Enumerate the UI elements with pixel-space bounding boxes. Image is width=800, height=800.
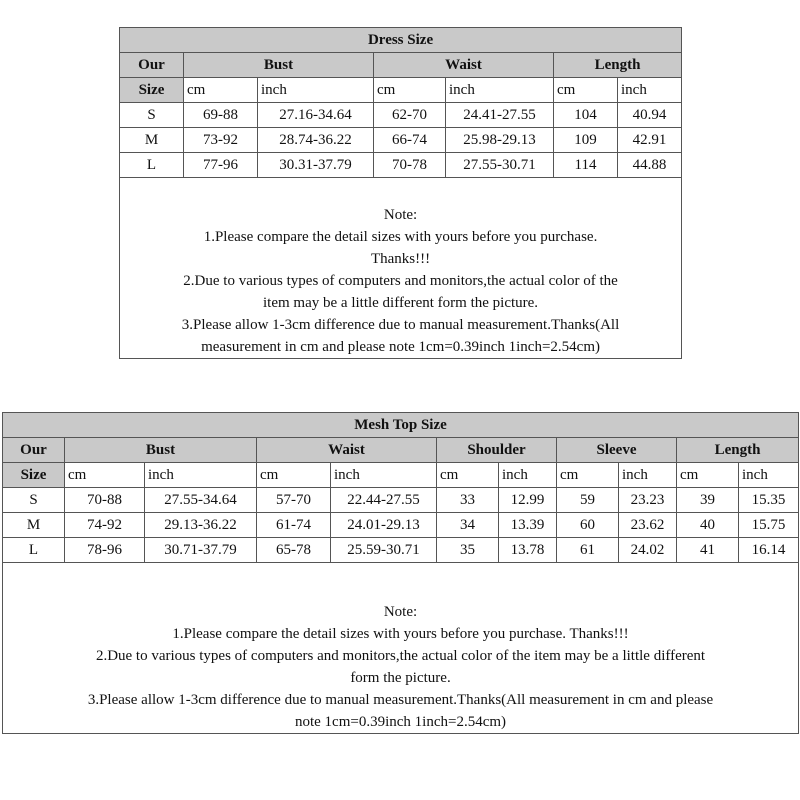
table-row (3, 488, 799, 513)
unit-cell: cm (257, 463, 331, 488)
table-cell: 73-92 (184, 128, 258, 153)
table-cell: 27.55-30.71 (446, 153, 554, 178)
table-cell: 15.75 (739, 513, 799, 538)
our-size-header-2: Size (120, 78, 184, 103)
table-cell: 24.01-29.13 (331, 513, 437, 538)
table-cell: 42.91 (618, 128, 682, 153)
table-cell: 40.94 (618, 103, 682, 128)
note-line: 1.Please compare the detail sizes with yours before you purchase. (203, 229, 598, 245)
note-line: measurement in cm and please note 1cm=0.39inch 1inch=2.54cm) (201, 339, 600, 355)
unit-cell: cm (677, 463, 739, 488)
table-cell: 77-96 (184, 153, 258, 178)
table-cell: 69-88 (184, 103, 258, 128)
note-line: note 1cm=0.39inch 1inch=2.54cm) (294, 714, 507, 730)
note-line: Thanks!!! (370, 251, 431, 267)
unit-cell: cm (65, 463, 145, 488)
table-cell: 12.99 (499, 488, 557, 513)
dress-table-title: Dress Size (120, 28, 682, 53)
length-header: Length (554, 53, 682, 78)
waist-header: Waist (374, 53, 554, 78)
size-label: L (3, 538, 65, 563)
table-cell: 23.62 (619, 513, 677, 538)
table-cell: 109 (554, 128, 618, 153)
table-cell: 104 (554, 103, 618, 128)
our-size-header-2: Size (3, 463, 65, 488)
table-cell: 28.74-36.22 (258, 128, 374, 153)
unit-cell: cm (554, 78, 618, 103)
unit-cell: cm (374, 78, 446, 103)
sleeve-header: Sleeve (557, 438, 677, 463)
table-cell: 62-70 (374, 103, 446, 128)
table-row (120, 103, 682, 128)
table-cell: 78-96 (65, 538, 145, 563)
table-cell: 41 (677, 538, 739, 563)
length-header: Length (677, 438, 799, 463)
table-cell: 35 (437, 538, 499, 563)
note-line: 2.Due to various types of computers and monitors,the actual color of the (183, 273, 618, 289)
note-line: 3.Please allow 1-3cm difference due to manual measurement.Thanks(All measurement in cm and please (87, 692, 714, 708)
table-cell: 65-78 (257, 538, 331, 563)
dress-size-table (119, 27, 682, 359)
table-cell: 23.23 (619, 488, 677, 513)
table-cell: 27.16-34.64 (258, 103, 374, 128)
table-cell: 70-88 (65, 488, 145, 513)
shoulder-header: Shoulder (437, 438, 557, 463)
table-row (3, 538, 799, 563)
table-cell: 70-78 (374, 153, 446, 178)
our-size-header: Our (3, 438, 65, 463)
note-line: 2.Due to various types of computers and monitors,the actual color of the item may be a little different (95, 648, 706, 664)
table-cell: 44.88 (618, 153, 682, 178)
size-label: M (3, 513, 65, 538)
table-cell: 61-74 (257, 513, 331, 538)
note-heading: Note: (383, 207, 418, 223)
unit-cell: inch (446, 78, 554, 103)
note-line: 1.Please compare the detail sizes with yours before you purchase. Thanks!!! (172, 626, 629, 642)
table-cell: 13.39 (499, 513, 557, 538)
unit-cell: inch (618, 78, 682, 103)
table-cell: 33 (437, 488, 499, 513)
unit-cell: cm (557, 463, 619, 488)
table-cell: 74-92 (65, 513, 145, 538)
mesh-table-title: Mesh Top Size (3, 413, 799, 438)
table-cell: 22.44-27.55 (331, 488, 437, 513)
mesh-top-size-table (2, 412, 799, 734)
table-cell: 40 (677, 513, 739, 538)
unit-cell: cm (184, 78, 258, 103)
size-label: S (3, 488, 65, 513)
table-cell: 24.02 (619, 538, 677, 563)
waist-header: Waist (257, 438, 437, 463)
mesh-note-box (3, 563, 799, 734)
bust-header: Bust (65, 438, 257, 463)
size-label: L (120, 153, 184, 178)
table-row (120, 128, 682, 153)
note-heading: Note: (383, 604, 418, 620)
table-row (120, 153, 682, 178)
unit-cell: inch (145, 463, 257, 488)
table-cell: 13.78 (499, 538, 557, 563)
unit-cell: inch (619, 463, 677, 488)
table-row (3, 513, 799, 538)
table-cell: 39 (677, 488, 739, 513)
unit-cell: inch (739, 463, 799, 488)
table-cell: 34 (437, 513, 499, 538)
table-cell: 61 (557, 538, 619, 563)
table-cell: 30.71-37.79 (145, 538, 257, 563)
table-cell: 57-70 (257, 488, 331, 513)
table-cell: 59 (557, 488, 619, 513)
note-line: form the picture. (350, 670, 451, 686)
table-cell: 60 (557, 513, 619, 538)
unit-cell: inch (258, 78, 374, 103)
table-cell: 29.13-36.22 (145, 513, 257, 538)
unit-cell: inch (499, 463, 557, 488)
unit-cell: inch (331, 463, 437, 488)
table-cell: 27.55-34.64 (145, 488, 257, 513)
note-line: item may be a little different form the picture. (263, 295, 539, 311)
table-cell: 30.31-37.79 (258, 153, 374, 178)
table-cell: 16.14 (739, 538, 799, 563)
size-label: S (120, 103, 184, 128)
table-cell: 25.59-30.71 (331, 538, 437, 563)
dress-note-box (120, 178, 682, 359)
note-line: 3.Please allow 1-3cm difference due to manual measurement.Thanks(All (181, 317, 620, 333)
table-cell: 15.35 (739, 488, 799, 513)
unit-cell: cm (437, 463, 499, 488)
our-size-header: Our (120, 53, 184, 78)
table-cell: 114 (554, 153, 618, 178)
bust-header: Bust (184, 53, 374, 78)
size-label: M (120, 128, 184, 153)
table-cell: 25.98-29.13 (446, 128, 554, 153)
table-cell: 24.41-27.55 (446, 103, 554, 128)
table-cell: 66-74 (374, 128, 446, 153)
